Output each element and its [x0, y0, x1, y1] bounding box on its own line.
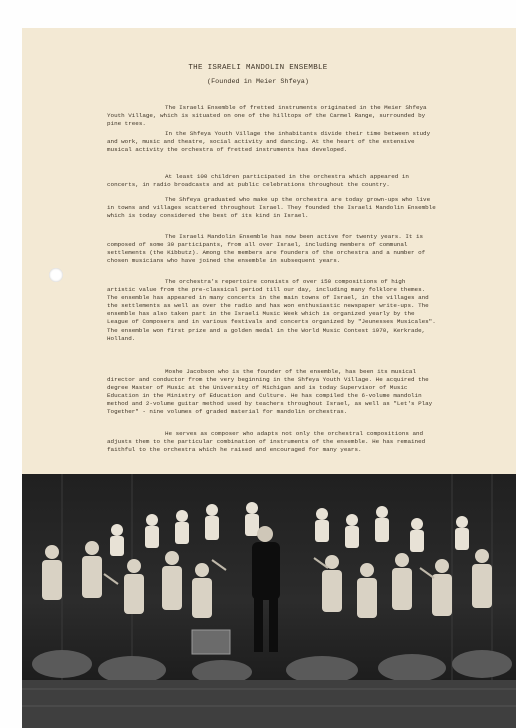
paragraph-composer: He serves as composer who adapts not only the orchestral compositions and adjusts them to the particular combination of instruments of the ensemble. He has remained faithful to the orchestra which he raised and encouraged for many years.: [107, 430, 426, 454]
orchestra-photo-illustration: [22, 474, 516, 728]
orchestra-photo: [22, 474, 516, 728]
paragraph-ensemble: The Israeli Mandolin Ensemble has now been active for twenty years. It is composed of some 30 participants, from all over Israel, including members of communal settlements (the Kibbutz). Among the members are founders of the orchestra and a number of chosen musicians who have joined the ensemble in subsequent years.: [107, 233, 426, 265]
document-subtitle: (Founded in Meier Shfeya): [207, 78, 309, 86]
paragraph-repertoire: The orchestra's repertoire consists of over 150 compositions of high artistic value from the pre-classical period till our day, including many folklore themes. The ensemble has appeared in many concerts in the main towns of Israel, in the villages and the settlements as well as over the radio and has won enthusiastic newspaper write-ups. The ensemble has also taken part in the Israeli Music Week which is organized yearly by the League of Composers and in various festivals and concerts organized by "Jeunesses Musicales". The ensemble won first prize and a golden medal in the World Music Contest 1970, Kerkrade, Holland.: [107, 278, 436, 342]
punch-hole: [49, 268, 63, 282]
paragraph-conductor: Moshe Jacobson who is the founder of the ensemble, has been its musical director and conductor from the very beginning in the Shfeya Youth Village. He acquired the degree Master of Music at the University of Michigan and is today Supervisor of Music Education in the Ministry of Education and Culture. He has compiled the 6-volume mandolin method and 2-volume guitar method used by teachers throughout Israel, as well as "Let's Play Together" - nine volumes of graded material for mandolin orchestras.: [107, 368, 433, 416]
paragraph-graduates: The Shfeya graduated who make up the orchestra are today grown-ups who live in towns and villages scattered throughout Israel. They founded the Israeli Mandolin Ensemble which is today considered the best of its kind in Israel.: [107, 196, 436, 220]
document-title: THE ISRAELI MANDOLIN ENSEMBLE: [188, 64, 328, 72]
paragraph-origin: The Israeli Ensemble of fretted instruments originated in the Meier Shfeya Youth Village, which is situated on one of the hilltops of the Carmel Range, surrounded by pine trees.: [107, 104, 427, 128]
paragraph-children: At least 100 children participated in the orchestra which appeared in concerts, in radio broadcasts and at public celebrations throughout the country.: [107, 173, 409, 189]
paragraph-village: In the Shfeya Youth Village the inhabitants divide their time between study and work, music and theatre, social activity and dancing. At the heart of the extensive musical activity the orchestra of fretted instruments has developed.: [107, 130, 431, 154]
